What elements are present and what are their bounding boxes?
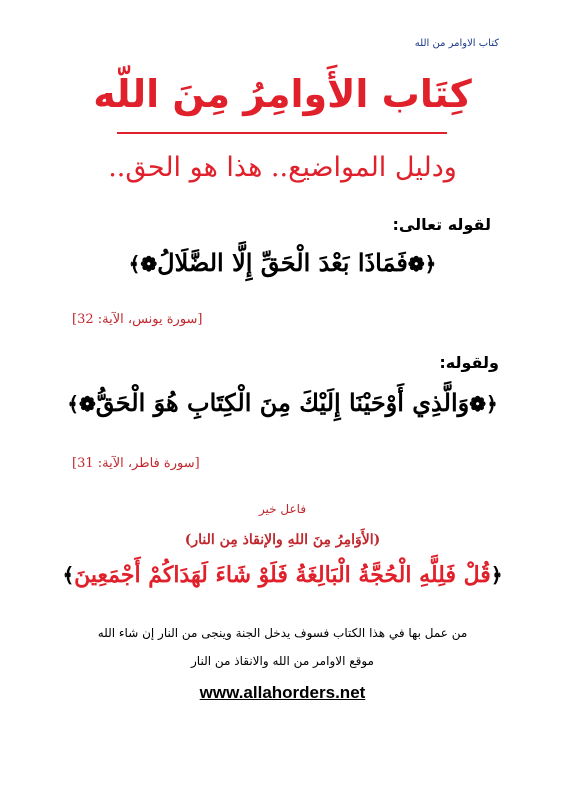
flower-ornament-icon: ❁ xyxy=(140,252,158,276)
closing-verse xyxy=(0,562,565,588)
flower-ornament-icon: ❁ xyxy=(469,392,486,416)
verse-text: فَمَاذَا بَعْدَ الْحَقِّ إِلَّا الضَّلَالُ xyxy=(157,248,408,277)
ornament-close: ﴾ xyxy=(128,252,141,276)
verse-reference: [سورة يونس، الآية: 32] xyxy=(72,312,203,327)
publisher-label: فاعل خير xyxy=(258,502,307,516)
quran-verse xyxy=(0,388,565,417)
subtitle: ودليل المواضيع.. هذا هو الحق.. xyxy=(108,152,457,183)
publisher-name: (الأَوَامِرُ مِنَ اللهِ والإنقاذ مِن النار) xyxy=(184,532,381,548)
header-note: كتاب الاوامر من الله xyxy=(414,38,499,49)
verse-intro-label: ولقوله: xyxy=(439,353,499,372)
ornament-close: ﴾ xyxy=(67,392,79,416)
quran-verse xyxy=(0,248,565,277)
flower-ornament-icon: ❁ xyxy=(78,392,96,416)
verse-text: وَالَّذِي أَوْحَيْنَا إِلَيْكَ مِنَ الْكِتَابِ هُوَ الْحَقُّ xyxy=(95,388,470,417)
body-text-line: موقع الاوامر من الله والانقاذ من النار xyxy=(191,654,374,668)
ornament-open: ﴿ xyxy=(424,252,437,276)
flower-ornament-icon: ❁ xyxy=(407,252,425,276)
verse-reference: [سورة فاطر، الآية: 31] xyxy=(72,456,200,471)
verse-intro-label: لقوله تعالى: xyxy=(392,215,491,234)
closing-verse-text: قُلْ فَلِلَّهِ الْحُجَّةُ الْبَالِغَةُ فَلَوْ شَاءَ لَهَدَاكُمْ أَجْمَعِينَ xyxy=(74,562,491,588)
page-title: كِتَاب الأَوامِرُ مِنَ اللّه xyxy=(93,72,472,116)
ornament-open: ﴿ xyxy=(486,392,498,416)
website-link[interactable]: www.allahorders.net xyxy=(199,683,366,702)
body-text-line: من عمل بها في هذا الكتاب فسوف يدخل الجنة وينجى من النار إن شاء الله xyxy=(97,626,468,640)
ornament-open: ﴿ xyxy=(490,563,503,587)
title-underline xyxy=(117,132,447,134)
ornament-close: ﴾ xyxy=(62,563,75,587)
